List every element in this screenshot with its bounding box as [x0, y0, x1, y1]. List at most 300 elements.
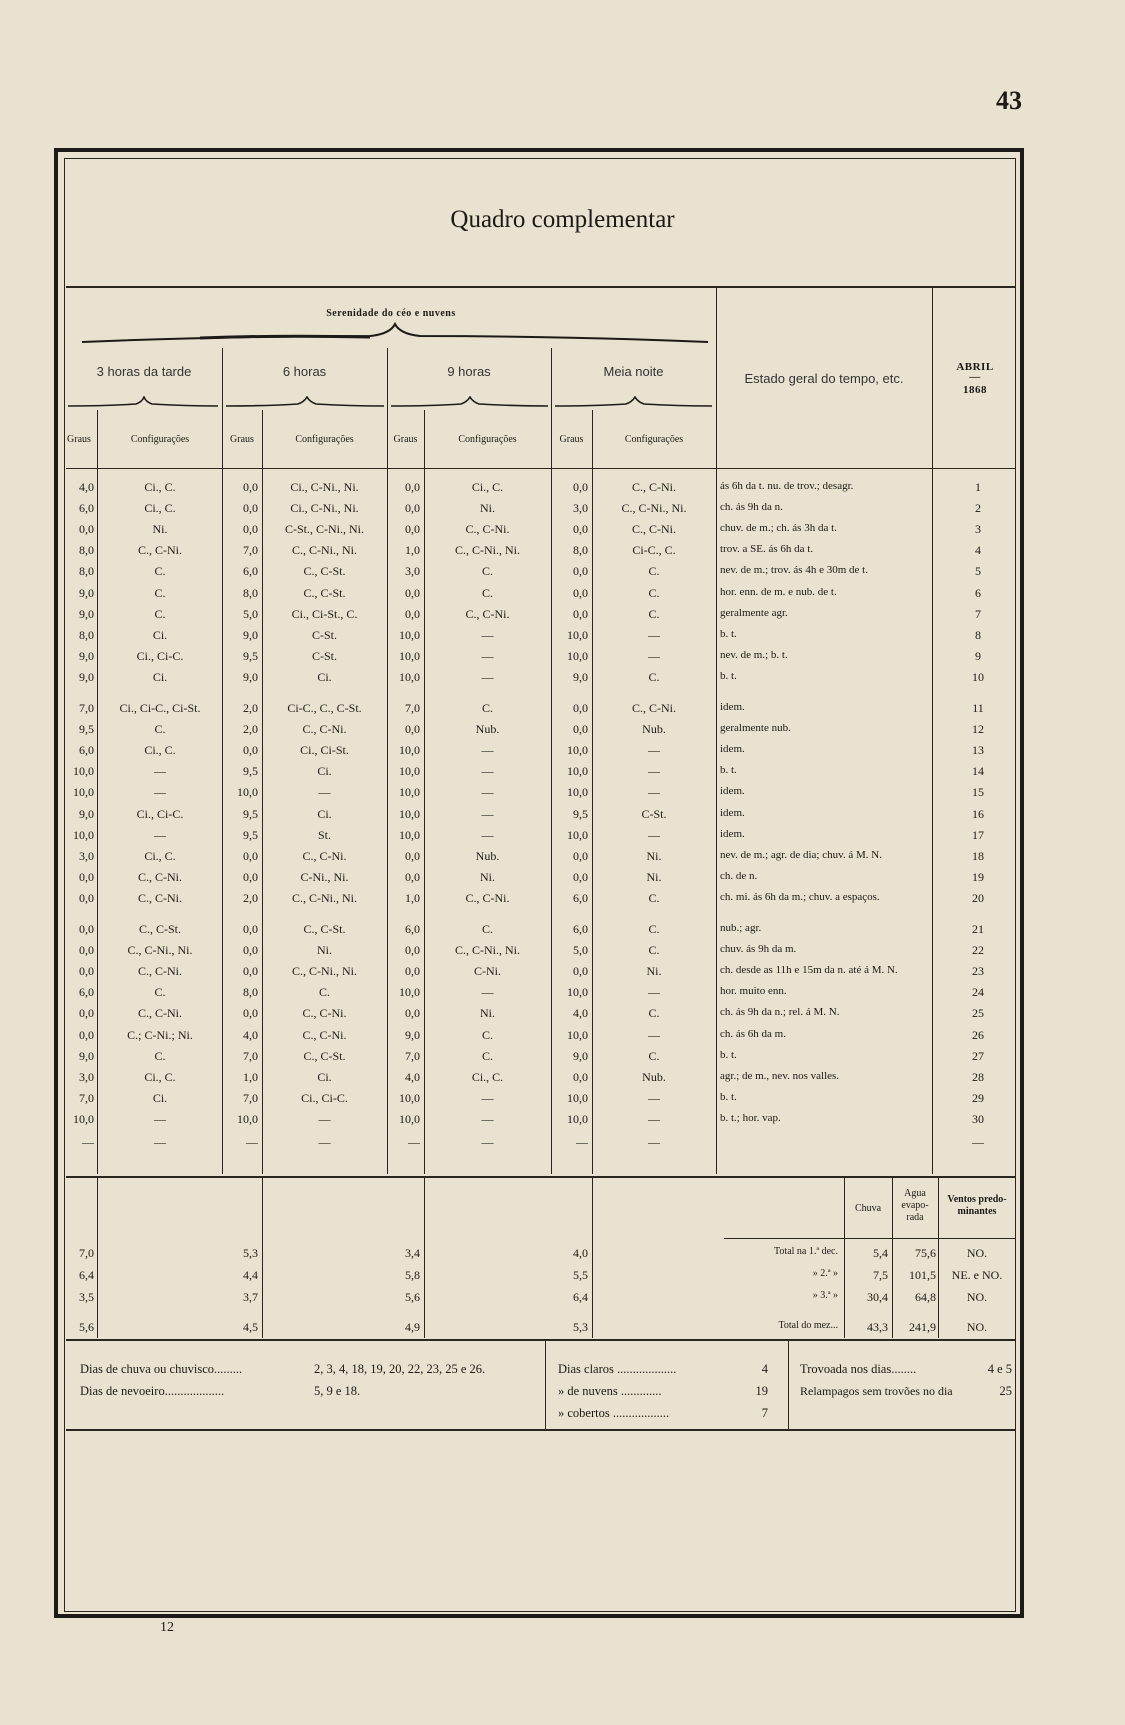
- row-15-c6: —: [318, 785, 331, 800]
- row-26-cm: —: [648, 1027, 660, 1042]
- row-6-estado: hor. enn. de m. e nub. de t.: [720, 585, 837, 598]
- total-2-ventos: NE. e NO.: [951, 1268, 1003, 1282]
- row-9-g9: 10,0: [399, 648, 420, 663]
- row-2-estado: ch. ás 9h da n.: [720, 501, 783, 514]
- row-5-g3: 8,0: [79, 564, 94, 579]
- row-31-gm: —: [576, 1135, 588, 1149]
- row-28-cm: Nub.: [642, 1069, 666, 1084]
- row-20-g3: 0,0: [79, 890, 94, 905]
- row-30-g6: 10,0: [237, 1111, 258, 1126]
- total-3-label: » 3.ª »: [812, 1290, 838, 1301]
- row-14-cm: —: [648, 764, 660, 779]
- row-13-day: 13: [972, 743, 984, 758]
- row-20-estado: ch. mi. ás 6h da m.; chuv. a espaços.: [720, 890, 880, 903]
- row-14-day: 14: [972, 764, 984, 779]
- row-13-gm: 10,0: [567, 743, 588, 758]
- row-20-c9: C., C-Ni.: [465, 890, 510, 905]
- row-27-c6: C., C-St.: [303, 1048, 346, 1063]
- row-15-gm: 10,0: [567, 785, 588, 800]
- row-20-g9: 1,0: [405, 890, 420, 905]
- row-22-cm: C.: [648, 943, 660, 958]
- row-21-estado: nub.; agr.: [720, 922, 762, 934]
- row-29-cm: —: [648, 1090, 660, 1105]
- claros-label: Dias claros ...................: [558, 1362, 677, 1376]
- total-2-g6: 4,4: [243, 1268, 258, 1282]
- row-10-c9: —: [481, 669, 494, 684]
- total-4-agua: 241,9: [909, 1320, 936, 1334]
- row-17-c6: St.: [317, 827, 331, 842]
- body-divider-6: [551, 469, 552, 1174]
- row-13-g6: 0,0: [243, 743, 258, 758]
- row-20-gm: 6,0: [573, 890, 588, 905]
- col-graus-mn: Graus: [559, 434, 584, 445]
- row-25-g6: 0,0: [243, 1006, 258, 1021]
- row-29-g9: 10,0: [399, 1090, 420, 1105]
- row-17-gm: 10,0: [567, 827, 588, 842]
- total-2-g3: 6,4: [79, 1268, 94, 1282]
- row-13-c3: Ci., C.: [144, 743, 176, 758]
- trovoada-value: 4 e 5: [987, 1362, 1012, 1376]
- row-28-c9: Ci., C.: [471, 1069, 504, 1084]
- total-2-chuva: 7,5: [873, 1268, 888, 1282]
- totals-divider-3: [424, 1178, 425, 1338]
- row-4-cm: Ci-C., C.: [632, 543, 676, 558]
- summary-top-rule: [66, 1339, 1016, 1341]
- row-6-day: 6: [975, 585, 981, 600]
- row-3-c9: C., C-Ni.: [465, 522, 510, 537]
- row-16-estado: idem.: [720, 806, 745, 819]
- row-24-c6: C.: [318, 985, 330, 1000]
- row-22-c6: Ni.: [317, 943, 332, 958]
- row-12-estado: geralmente nub.: [720, 722, 791, 735]
- period-braces: [66, 396, 716, 410]
- row-26-g3: 0,0: [79, 1027, 94, 1042]
- row-1-g3: 4,0: [79, 480, 94, 494]
- row-1-c6: Ci., C-Ni., Ni.: [290, 480, 359, 494]
- row-23-gm: 0,0: [573, 964, 588, 979]
- row-30-c3: —: [154, 1111, 166, 1126]
- row-30-c9: —: [481, 1111, 494, 1126]
- row-28-g6: 1,0: [243, 1069, 258, 1084]
- row-2-cm: C., C-Ni., Ni.: [621, 501, 687, 516]
- row-10-c6: Ci.: [317, 669, 332, 684]
- row-22-g6: 0,0: [243, 943, 258, 958]
- row-3-c6: C-St., C-Ni., Ni.: [284, 522, 364, 537]
- row-6-g6: 8,0: [243, 585, 258, 600]
- row-23-cm: Ni.: [646, 964, 662, 979]
- row-4-c9: C., C-Ni., Ni.: [454, 543, 520, 558]
- total-1-chuva: 5,4: [873, 1246, 888, 1260]
- summary-divider-1: [545, 1341, 546, 1429]
- group-brace: [80, 322, 710, 348]
- row-22-g3: 0,0: [79, 943, 94, 958]
- row-4-estado: trov. a SE. ás 6h da t.: [720, 543, 814, 556]
- total-1-ventos: NO.: [966, 1246, 988, 1260]
- row-12-g3: 9,5: [79, 722, 94, 737]
- row-19-c9: Ni.: [480, 869, 495, 884]
- row-9-c6: C-St.: [311, 648, 337, 663]
- row-8-g6: 9,0: [243, 627, 258, 642]
- col-config-3pm: Configurações: [130, 434, 190, 445]
- row-30-g9: 10,0: [399, 1111, 420, 1126]
- row-24-c3: C.: [154, 985, 166, 1000]
- row-3-g3: 0,0: [79, 522, 94, 537]
- row-21-day: 21: [972, 922, 984, 936]
- total-2-gm: 5,5: [573, 1268, 588, 1282]
- row-8-day: 8: [975, 627, 981, 642]
- row-27-c3: C.: [154, 1048, 166, 1063]
- row-9-c9: —: [481, 648, 494, 663]
- row-11-g9: 7,0: [405, 701, 420, 715]
- total-4-g3: 5,6: [79, 1320, 94, 1334]
- row-9-estado: nev. de m.; b. t.: [720, 648, 788, 661]
- group-title: Serenidade do céo e nuvens: [326, 308, 456, 319]
- total-4-g6: 4,5: [243, 1320, 258, 1334]
- row-2-c6: Ci., C-Ni., Ni.: [290, 501, 359, 516]
- row-24-c9: —: [481, 985, 494, 1000]
- row-1-cm: C., C-Ni.: [631, 480, 676, 494]
- row-1-c9: Ci., C.: [471, 480, 504, 494]
- row-27-g9: 7,0: [405, 1048, 420, 1063]
- col-config-mn: Configurações: [624, 434, 684, 445]
- row-18-g9: 0,0: [405, 848, 420, 863]
- row-23-c6: C., C-Ni., Ni.: [291, 964, 357, 979]
- row-16-c3: Ci., Ci-C.: [136, 806, 184, 821]
- row-24-gm: 10,0: [567, 985, 588, 1000]
- row-21-c3: C., C-St.: [138, 922, 181, 936]
- row-14-c9: —: [481, 764, 494, 779]
- total-4-g9: 4,9: [405, 1320, 420, 1334]
- row-31-c9: —: [481, 1135, 494, 1149]
- col-graus-9: Graus: [393, 434, 418, 445]
- row-2-gm: 3,0: [573, 501, 588, 516]
- row-7-gm: 0,0: [573, 606, 588, 621]
- row-4-c3: C., C-Ni.: [137, 543, 182, 558]
- period-9: 9 horas: [447, 364, 491, 379]
- row-30-gm: 10,0: [567, 1111, 588, 1126]
- row-1-gm: 0,0: [573, 480, 588, 494]
- row-28-gm: 0,0: [573, 1069, 588, 1084]
- row-27-g3: 9,0: [79, 1048, 94, 1063]
- row-25-c3: C., C-Ni.: [137, 1006, 182, 1021]
- row-17-g6: 9,5: [243, 827, 258, 842]
- row-11-gm: 0,0: [573, 701, 588, 715]
- row-14-g3: 10,0: [73, 764, 94, 779]
- row-4-g3: 8,0: [79, 543, 94, 558]
- row-12-c9: Nub.: [475, 722, 500, 737]
- nevoeiro-label: Dias de nevoeiro...................: [80, 1384, 225, 1398]
- row-11-cm: C., C-Ni.: [631, 701, 676, 715]
- row-14-c6: Ci.: [317, 764, 332, 779]
- row-14-c3: —: [154, 764, 166, 779]
- row-7-c3: C.: [154, 606, 166, 621]
- estado-header: Estado geral do tempo, etc.: [744, 371, 904, 386]
- row-27-c9: C.: [481, 1048, 493, 1063]
- col-config-9: Configurações: [458, 434, 517, 445]
- row-28-g3: 3,0: [79, 1069, 94, 1084]
- row-1-c3: Ci., C.: [144, 480, 176, 494]
- row-18-c9: Nub.: [475, 848, 500, 863]
- row-15-c3: —: [154, 785, 166, 800]
- row-18-cm: Ni.: [646, 848, 662, 863]
- row-10-estado: b. t.: [720, 669, 737, 682]
- row-16-g6: 9,5: [243, 806, 258, 821]
- row-1-estado: ás 6h da t. nu. de trov.; desagr.: [720, 480, 854, 492]
- row-14-g6: 9,5: [243, 764, 258, 779]
- row-26-c6: C., C-Ni.: [302, 1027, 347, 1042]
- row-6-gm: 0,0: [573, 585, 588, 600]
- chuva-days: 2, 3, 4, 18, 19, 20, 22, 23, 25 e 26.: [314, 1362, 486, 1376]
- row-7-cm: C.: [648, 606, 660, 621]
- row-22-c9: C., C-Ni., Ni.: [454, 943, 520, 958]
- row-19-gm: 0,0: [573, 869, 588, 884]
- row-9-g3: 9,0: [79, 648, 94, 663]
- row-8-g3: 8,0: [79, 627, 94, 642]
- row-26-c9: C.: [481, 1027, 493, 1042]
- row-19-g3: 0,0: [79, 869, 94, 884]
- row-17-c9: —: [481, 827, 494, 842]
- row-25-g9: 0,0: [405, 1006, 420, 1021]
- total-4-ventos: NO.: [966, 1320, 988, 1334]
- row-8-estado: b. t.: [720, 627, 737, 640]
- row-16-c9: —: [481, 806, 494, 821]
- row-31-g3: —: [82, 1135, 94, 1149]
- col-graus-3pm: Graus: [67, 434, 91, 445]
- row-21-g3: 0,0: [79, 922, 94, 936]
- row-26-g9: 9,0: [405, 1027, 420, 1042]
- row-4-g9: 1,0: [405, 543, 420, 558]
- row-11-c9: C.: [481, 701, 493, 715]
- row-8-cm: —: [648, 627, 660, 642]
- nuvens-label: » de nuvens .............: [558, 1384, 662, 1398]
- period-midnight: Meia noite: [603, 364, 664, 379]
- row-17-day: 17: [972, 827, 984, 842]
- nevoeiro-days: 5, 9 e 18.: [314, 1384, 361, 1398]
- relampagos-value: 25: [999, 1384, 1012, 1398]
- row-23-c3: C., C-Ni.: [137, 964, 182, 979]
- totals-divider-4: [592, 1178, 593, 1338]
- row-2-g3: 6,0: [79, 501, 94, 516]
- row-9-g6: 9,5: [243, 648, 258, 663]
- nuvens-value: 19: [755, 1384, 768, 1398]
- total-1-g9: 3,4: [405, 1246, 420, 1260]
- row-9-gm: 10,0: [567, 648, 588, 663]
- row-24-g6: 8,0: [243, 985, 258, 1000]
- row-20-day: 20: [972, 890, 984, 905]
- total-1-g6: 5,3: [243, 1246, 258, 1260]
- total-3-g9: 5,6: [405, 1290, 420, 1304]
- row-5-cm: C.: [648, 564, 660, 579]
- row-31-c3: —: [154, 1135, 166, 1149]
- row-16-g9: 10,0: [399, 806, 420, 821]
- row-24-g9: 10,0: [399, 985, 420, 1000]
- row-28-estado: agr.; de m., nev. nos valles.: [720, 1069, 840, 1082]
- body-divider-2: [222, 469, 223, 1174]
- row-7-g6: 5,0: [243, 606, 258, 621]
- row-31-cm: —: [648, 1135, 660, 1149]
- row-23-g9: 0,0: [405, 964, 420, 979]
- total-1-agua: 75,6: [915, 1246, 936, 1260]
- period-6: 6 horas: [282, 364, 327, 379]
- row-24-cm: —: [648, 985, 660, 1000]
- row-25-c9: Ni.: [480, 1006, 495, 1021]
- row-23-estado: ch. desde as 11h e 15m da n. até á M. N.: [720, 964, 898, 977]
- relampagos-label: Relampagos sem trovões no dia: [800, 1384, 953, 1398]
- row-15-g9: 10,0: [399, 785, 420, 800]
- row-22-c3: C., C-Ni., Ni.: [127, 943, 193, 958]
- row-19-g9: 0,0: [405, 869, 420, 884]
- row-19-day: 19: [972, 869, 984, 884]
- row-4-gm: 8,0: [573, 543, 588, 558]
- row-10-g6: 9,0: [243, 669, 258, 684]
- row-23-g6: 0,0: [243, 964, 258, 979]
- total-3-g3: 3,5: [79, 1290, 94, 1304]
- header-top-rule: [66, 286, 1016, 288]
- row-12-day: 12: [972, 722, 984, 737]
- row-12-cm: Nub.: [642, 722, 666, 737]
- row-26-gm: 10,0: [567, 1027, 588, 1042]
- row-18-c6: C., C-Ni.: [302, 848, 347, 863]
- row-14-gm: 10,0: [567, 764, 588, 779]
- row-10-cm: C.: [648, 669, 660, 684]
- row-3-g9: 0,0: [405, 522, 420, 537]
- summary-divider-2: [788, 1341, 789, 1429]
- cobertos-label: » cobertos ..................: [558, 1406, 670, 1420]
- row-19-estado: ch. de n.: [720, 869, 758, 882]
- row-28-g9: 4,0: [405, 1069, 420, 1084]
- row-5-gm: 0,0: [573, 564, 588, 579]
- row-15-day: 15: [972, 785, 984, 800]
- row-1-g9: 0,0: [405, 480, 420, 494]
- row-8-g9: 10,0: [399, 627, 420, 642]
- totals-header-rule: [724, 1238, 1016, 1239]
- row-5-g6: 6,0: [243, 564, 258, 579]
- row-30-g3: 10,0: [73, 1111, 94, 1126]
- row-20-c3: C., C-Ni.: [137, 890, 182, 905]
- row-26-day: 26: [972, 1027, 984, 1042]
- row-5-c3: C.: [154, 564, 166, 579]
- row-7-g3: 9,0: [79, 606, 94, 621]
- row-16-c6: Ci.: [317, 806, 332, 821]
- row-11-day: 11: [972, 701, 984, 715]
- row-25-estado: ch. ás 9h da n.; rel. á M. N.: [720, 1006, 840, 1019]
- row-19-c6: C-Ni., Ni.: [300, 869, 349, 884]
- month-header: ABRIL: [956, 361, 994, 373]
- total-4-chuva: 43,3: [867, 1320, 888, 1334]
- row-2-c3: Ci., C.: [144, 501, 176, 516]
- row-3-day: 3: [975, 522, 981, 537]
- row-7-estado: geralmente agr.: [720, 606, 788, 619]
- row-16-day: 16: [972, 806, 984, 821]
- row-29-day: 29: [972, 1090, 984, 1105]
- row-18-g3: 3,0: [79, 848, 94, 863]
- row-8-c6: C-St.: [311, 627, 337, 642]
- row-21-c6: C., C-St.: [303, 922, 346, 936]
- total-3-gm: 6,4: [573, 1290, 588, 1304]
- row-24-day: 24: [972, 985, 984, 1000]
- row-13-g9: 10,0: [399, 743, 420, 758]
- row-10-g9: 10,0: [399, 669, 420, 684]
- row-10-day: 10: [972, 669, 984, 684]
- row-2-c9: Ni.: [480, 501, 495, 516]
- row-7-day: 7: [975, 606, 981, 621]
- cobertos-value: 7: [761, 1406, 768, 1420]
- row-8-c3: Ci.: [152, 627, 168, 642]
- row-30-cm: —: [648, 1111, 660, 1126]
- row-27-cm: C.: [648, 1048, 660, 1063]
- row-3-estado: chuv. de m.; ch. ás 3h da t.: [720, 522, 837, 535]
- row-22-day: 22: [972, 943, 984, 958]
- row-10-c3: Ci.: [152, 669, 168, 684]
- row-27-estado: b. t.: [720, 1048, 737, 1061]
- row-20-g6: 2,0: [243, 890, 258, 905]
- totals-divider-2: [262, 1178, 263, 1338]
- total-2-label: » 2.ª »: [812, 1268, 838, 1279]
- row-2-g6: 0,0: [243, 501, 258, 516]
- row-8-c9: —: [481, 627, 494, 642]
- total-3-chuva: 30,4: [867, 1290, 888, 1304]
- row-11-c3: Ci., Ci-C., Ci-St.: [119, 701, 201, 715]
- row-9-day: 9: [975, 648, 981, 663]
- col-config-6: Configurações: [295, 434, 354, 445]
- row-13-estado: idem.: [720, 743, 745, 756]
- total-2-g9: 5,8: [405, 1268, 420, 1282]
- claros-value: 4: [761, 1362, 768, 1376]
- row-18-estado: nev. de m.; agr. de dia; chuv. á M. N.: [720, 848, 883, 861]
- row-7-g9: 0,0: [405, 606, 420, 621]
- row-5-g9: 3,0: [405, 564, 420, 579]
- footer-number: 12: [160, 1620, 174, 1635]
- row-13-c9: —: [481, 743, 494, 758]
- row-12-g6: 2,0: [243, 722, 258, 737]
- row-18-c3: Ci., C.: [144, 848, 176, 863]
- trovoada-label: Trovoada nos dias........: [800, 1362, 917, 1376]
- row-29-g6: 7,0: [243, 1090, 258, 1105]
- row-6-c9: C.: [481, 585, 493, 600]
- totals-divider-1: [97, 1178, 98, 1338]
- row-31-g6: —: [246, 1135, 258, 1149]
- row-22-gm: 5,0: [573, 943, 588, 958]
- totals-chuva-header: Chuva: [854, 1203, 882, 1214]
- body-divider-8: [716, 469, 717, 1174]
- row-27-gm: 9,0: [573, 1048, 588, 1063]
- row-21-g6: 0,0: [243, 922, 258, 936]
- row-11-g6: 2,0: [243, 701, 258, 715]
- header-bottom-rule: [66, 468, 1016, 469]
- total-1-g3: 7,0: [79, 1246, 94, 1260]
- row-4-g6: 7,0: [243, 543, 258, 558]
- row-5-estado: nev. de m.; trov. ás 4h e 30m de t.: [720, 564, 868, 577]
- row-10-g3: 9,0: [79, 669, 94, 684]
- row-12-c6: C., C-Ni.: [302, 722, 347, 737]
- period-3pm: 3 horas da tarde: [96, 364, 192, 379]
- row-26-g6: 4,0: [243, 1027, 258, 1042]
- row-23-c9: C-Ni.: [474, 964, 501, 979]
- row-31-day: —: [972, 1135, 984, 1149]
- row-29-c6: Ci., Ci-C.: [301, 1090, 348, 1105]
- row-15-cm: —: [648, 785, 660, 800]
- row-6-c3: C.: [154, 585, 166, 600]
- row-7-c6: Ci., Ci-St., C.: [291, 606, 358, 621]
- row-29-g3: 7,0: [79, 1090, 94, 1105]
- page-title: Quadro complementar: [450, 206, 675, 233]
- row-29-gm: 10,0: [567, 1090, 588, 1105]
- row-31-g9: —: [408, 1135, 420, 1149]
- row-4-day: 4: [975, 543, 981, 558]
- row-16-gm: 9,5: [573, 806, 588, 821]
- row-28-c3: Ci., C.: [144, 1069, 176, 1084]
- row-29-estado: b. t.: [720, 1090, 737, 1103]
